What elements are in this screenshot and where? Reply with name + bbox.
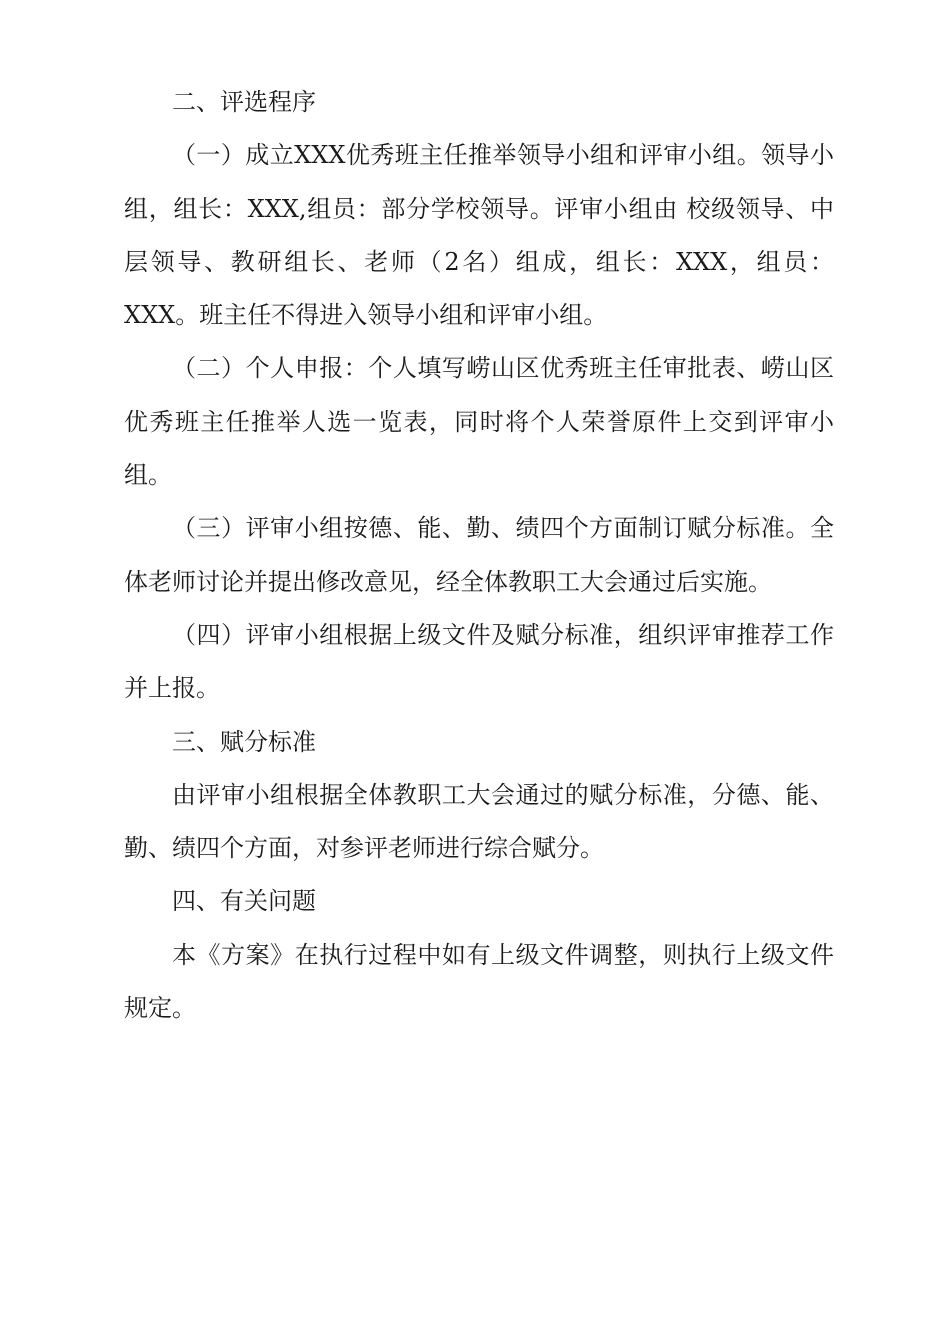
paragraph-scoring: 由评审小组根据全体教职工大会通过的赋分标准，分德、能、勤、绩四个方面，对参评老师进行综合赋分。 — [124, 780, 834, 863]
paragraph-step-1: （一）成立XXX优秀班主任推举领导小组和评审小组。领导小组，组长：XXX,组员：部分学校领导。评审小组由 校级领导、中层领导、教研组长、老师（2名）组成，组长：XXX，组员：XXX。班主任不得进入领导小组和评审小组。 — [124, 141, 834, 330]
paragraph-issues: 本《方案》在执行过程中如有上级文件调整，则执行上级文件规定。 — [124, 940, 834, 1023]
document-body — [124, 76, 834, 1035]
paragraph-step-2: （二）个人申报：个人填写崂山区优秀班主任审批表、崂山区优秀班主任推举人选一览表，同时将个人荣誉原件上交到评审小组。 — [124, 354, 834, 490]
section-heading-issues: 四、有关问题 — [172, 887, 316, 916]
paragraph-step-3: （三）评审小组按德、能、勤、绩四个方面制订赋分标准。全体老师讨论并提出修改意见，经全体教职工大会通过后实施。 — [124, 514, 834, 596]
section-heading-scoring: 三、赋分标准 — [172, 727, 316, 756]
paragraph-step-4: （四）评审小组根据上级文件及赋分标准，组织评审推荐工作并上报。 — [124, 620, 834, 703]
section-heading-procedure: 二、评选程序 — [172, 88, 316, 116]
